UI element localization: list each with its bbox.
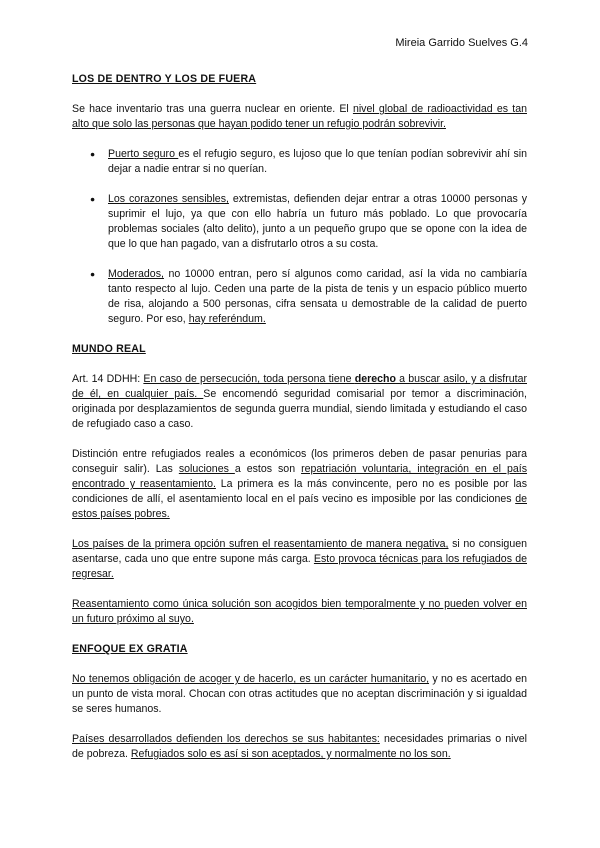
- bullet-puerto-seguro: [108, 147, 527, 177]
- intro-paragraph: [72, 102, 527, 132]
- art14-paragraph: [72, 372, 527, 432]
- bullet-corazones-sensibles: [108, 192, 527, 252]
- bullet-text: no 10000 entran, pero sí algunos como caridad, así la vida no cambiaría tanto respecto al lujo. Ceden una parte de la pista de tenis y un espacio público muerto de risa, alojando a 500 personas, cifra sensata u demostrable de la calidad de puerto seguro. Por eso,: [108, 268, 527, 325]
- distincion-opciones: repatriación voluntaria, integración en el país encontrado y reasentamiento.: [72, 463, 528, 490]
- author-header: Mireia Garrido Suelves G.4: [395, 37, 528, 49]
- desarrollados-underlined-a: Países desarrollados defienden los derechos se sus habitantes:: [72, 733, 380, 745]
- art14-label: Art. 14 DDHH:: [72, 373, 144, 385]
- paises-text: si no consiguen asentarse, cada uno que entre supone más carga.: [72, 538, 527, 565]
- art14-quote-b: a buscar asilo, y a disfrutar de él, en cualquier país.: [72, 373, 527, 400]
- art14-text: Se encomendó seguridad comisarial por temor a discriminación, originada por desplazamientos de segunda guerra mundial, siendo limitada y estudiando el caso de refugiado caso a caso.: [72, 388, 527, 430]
- distincion-soluciones: soluciones: [178, 463, 235, 475]
- paises-underlined-a: Los países de la primera opción sufren el reasentamiento de manera negativa,: [72, 538, 449, 550]
- bullet-text: extremistas, defienden dejar entrar a otras 10000 personas y suprimir el lujo, ya que con ello habría un futuro más poblado. Lo que provocaría problemas sociales (alto delito), junto a un pequeño grupo que se opone con la idea de que lo que han pagado, van a disfrutarlo otros a su costa.: [108, 193, 528, 250]
- art14-quote-a: En caso de persecución, toda persona tiene: [143, 373, 355, 385]
- section-title-mundo-real: MUNDO REAL: [72, 343, 146, 355]
- intro-text: Se hace inventario tras una guerra nuclear en oriente. El: [72, 103, 353, 115]
- bullet-text: es el refugio seguro, es lujoso que lo que tenían podían sobrevivir ahí sin dejar a nadie entrar si no querían.: [108, 148, 527, 175]
- section-title-dentro-fuera: LOS DE DENTRO Y LOS DE FUERA: [72, 73, 257, 85]
- distincion-text-c: La primera es la más convincente, pero no es posible por las condiciones de allí, el asentamiento local en el país vecino es imposible por las condiciones: [72, 478, 527, 505]
- bullet-moderados: [108, 267, 527, 327]
- bullet-term: Los corazones sensibles,: [108, 193, 229, 205]
- desarrollados-paragraph: [72, 732, 527, 762]
- bullet-term: Puerto seguro: [108, 148, 179, 160]
- intro-underlined: nivel global de radioactividad es tan alto que solo las personas que hayan podido tener un refugio podrán sobrevivir.: [72, 103, 527, 130]
- obligacion-paragraph: [72, 672, 527, 717]
- section-title-enfoque: ENFOQUE EX GRATIA: [72, 643, 188, 655]
- paises-paragraph: [72, 537, 527, 582]
- distincion-paises-pobres: de estos países pobres.: [72, 493, 527, 520]
- art14-derecho: derecho: [354, 373, 396, 385]
- bullet-term: Moderados,: [108, 268, 164, 280]
- reasentamiento-paragraph: Reasentamiento como única solución son acogidos bien temporalmente y no pueden volver en un futuro próximo al suyo.: [72, 598, 527, 625]
- desarrollados-text: necesidades primarias o nivel de pobreza.: [72, 733, 527, 760]
- obligacion-text: y no es acertado en un punto de vista moral. Chocan con otras actitudes que no aceptan discriminación y si igualdad se seres humanos.: [72, 673, 527, 715]
- paises-underlined-b: Esto provoca técnicas para los refugiados de regresar.: [72, 553, 527, 580]
- distincion-paragraph: [72, 447, 527, 522]
- document-body: [72, 72, 527, 777]
- bullet-underlined-end: hay referéndum.: [188, 313, 266, 325]
- obligacion-underlined: No tenemos obligación de acoger y de hacerlo, es un carácter humanitario,: [72, 673, 430, 685]
- distincion-text-b: a estos son: [234, 463, 302, 475]
- bullet-list: [72, 147, 527, 327]
- distincion-text-a: Distinción entre refugiados reales a económicos (los primeros deben de pasar penurias para conseguir salir). Las: [72, 448, 527, 475]
- desarrollados-underlined-b: Refugiados solo es así si son aceptados, y normalmente no los son.: [130, 748, 451, 760]
